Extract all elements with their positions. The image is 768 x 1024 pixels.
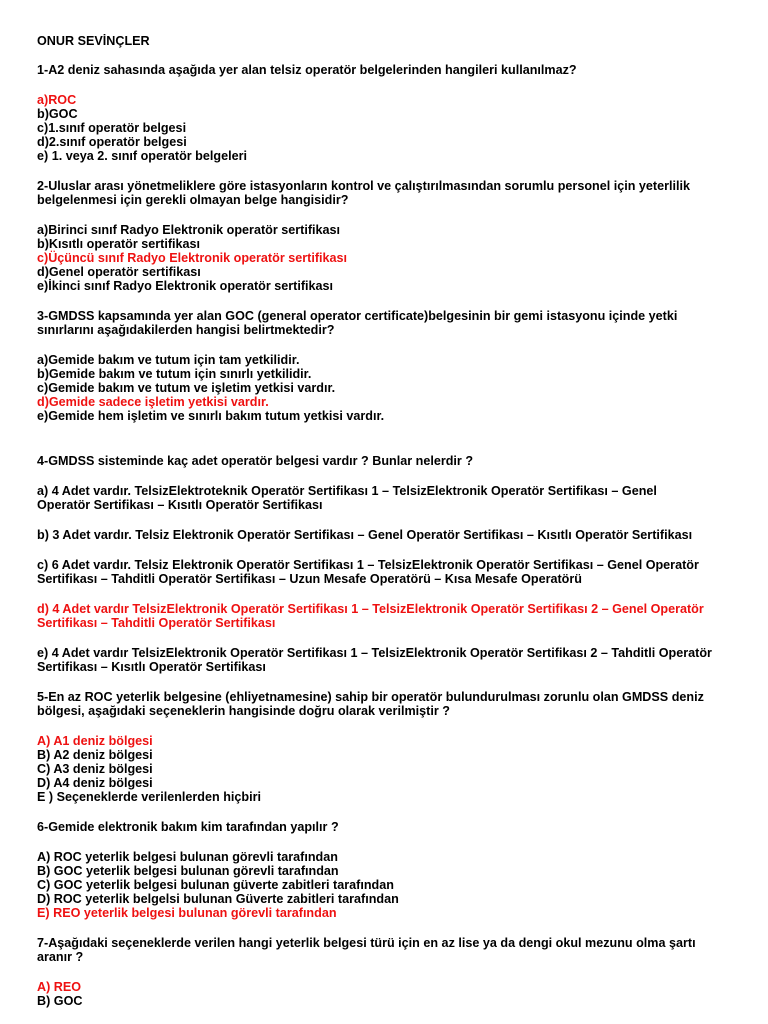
q4-option-d: d) 4 Adet vardır TelsizElektronik Operatör Sertifikası 1 – TelsizElektronik Operatör Sertifikası 2 – Genel Operatör Sertifikası – Tahditli Operatör Sertifikası bbox=[37, 602, 704, 630]
author-name: ONUR SEVİNÇLER bbox=[37, 34, 150, 48]
question-1-text: 1-A2 deniz sahasında aşağıda yer alan telsiz operatör belgelerinden hangileri kullanılmaz? bbox=[37, 63, 577, 77]
document-page bbox=[37, 34, 737, 1008]
q2-option-c: c)Üçüncü sınıf Radyo Elektronik operatör sertifikası bbox=[37, 251, 348, 265]
q5-option-b: B) A2 deniz bölgesi bbox=[37, 748, 153, 762]
q6-option-c: C) GOC yeterlik belgesi bulunan güverte zabitleri tarafından bbox=[37, 878, 394, 892]
q2-option-a: a)Birinci sınıf Radyo Elektronik operatör sertifikası bbox=[37, 223, 341, 237]
q1-option-c: c)1.sınıf operatör belgesi bbox=[37, 121, 187, 135]
q1-option-a: a)ROC bbox=[37, 93, 77, 107]
question-5-text: 5-En az ROC yeterlik belgesine (ehliyetnamesine) sahip bir operatör bulundurulması zorunlu olan GMDSS deniz bölgesi, aşağıdaki seçeneklerin hangisinde doğru olarak verilmiştir ? bbox=[37, 690, 704, 718]
q4-option-b: b) 3 Adet vardır. Telsiz Elektronik Operatör Sertifikası – Genel Operatör Sertifikası – Kısıtlı Operatör Sertifikası bbox=[37, 528, 693, 542]
question-3-text: 3-GMDSS kapsamında yer alan GOC (general operator certificate)belgesinin bir gemi istasyonu içinde yetki sınırlarını aşağıdakilerden hangisi belirtmektedir? bbox=[37, 309, 678, 337]
q1-option-d: d)2.sınıf operatör belgesi bbox=[37, 135, 187, 149]
q3-option-b: b)Gemide bakım ve tutum için sınırlı yetkilidir. bbox=[37, 367, 312, 381]
q3-option-a: a)Gemide bakım ve tutum için tam yetkilidir. bbox=[37, 353, 300, 367]
q3-option-c: c)Gemide bakım ve tutum ve işletim yetkisi vardır. bbox=[37, 381, 336, 395]
q4-option-c: c) 6 Adet vardır. Telsiz Elektronik Operatör Sertifikası 1 – TelsizElektronik Operatör Sertifikası – Genel Operatör Sertifikası – Tahditli Operatör Sertifikası – Uzun Mesafe Operatörü – Kısa Mesafe Operatörü bbox=[37, 558, 699, 586]
question-2-text: 2-Uluslar arası yönetmeliklere göre istasyonların kontrol ve çalıştırılmasından sorumlu personel için yeterlilik belgelenmesi için gerekli olmayan belge hangisidir? bbox=[37, 179, 691, 207]
q6-option-b: B) GOC yeterlik belgesi bulunan görevli tarafından bbox=[37, 864, 339, 878]
q2-option-d: d)Genel operatör sertifikası bbox=[37, 265, 201, 279]
question-4-text: 4-GMDSS sisteminde kaç adet operatör belgesi vardır ? Bunlar nelerdir ? bbox=[37, 454, 474, 468]
question-6-text: 6-Gemide elektronik bakım kim tarafından yapılır ? bbox=[37, 820, 339, 834]
q1-option-e: e) 1. veya 2. sınıf operatör belgeleri bbox=[37, 149, 247, 163]
q1-option-b: b)GOC bbox=[37, 107, 78, 121]
q5-option-e: E ) Seçeneklerde verilenlerden hiçbiri bbox=[37, 790, 261, 804]
q6-option-a: A) ROC yeterlik belgesi bulunan görevli tarafından bbox=[37, 850, 338, 864]
q5-option-c: C) A3 deniz bölgesi bbox=[37, 762, 153, 776]
q2-option-e: e)İkinci sınıf Radyo Elektronik operatör sertifikası bbox=[37, 279, 334, 293]
q7-option-a: A) REO bbox=[37, 980, 82, 994]
q5-option-a: A) A1 deniz bölgesi bbox=[37, 734, 153, 748]
question-7-text: 7-Aşağıdaki seçeneklerde verilen hangi yeterlik belgesi türü için en az lise ya da dengi okul mezunu olma şartı aranır ? bbox=[37, 936, 696, 964]
q4-option-a: a) 4 Adet vardır. TelsizElektroteknik Operatör Sertifikası 1 – TelsizElektronik Operatör Sertifikası – Genel Operatör Sertifikası – Kısıtlı Operatör Sertifikası bbox=[37, 484, 657, 512]
q2-option-b: b)Kısıtlı operatör sertifikası bbox=[37, 237, 201, 251]
q3-option-d: d)Gemide sadece işletim yetkisi vardır. bbox=[37, 395, 269, 409]
q6-option-d: D) ROC yeterlik belgelsi bulunan Güverte zabitleri tarafından bbox=[37, 892, 399, 906]
q6-option-e: E) REO yeterlik belgesi bulunan görevli tarafından bbox=[37, 906, 337, 920]
q5-option-d: D) A4 deniz bölgesi bbox=[37, 776, 153, 790]
q7-option-b: B) GOC bbox=[37, 994, 83, 1008]
q4-option-e: e) 4 Adet vardır TelsizElektronik Operatör Sertifikası 1 – TelsizElektronik Operatör Sertifikası 2 – Tahditli Operatör Sertifikası – Kısıtlı Operatör Sertifikası bbox=[37, 646, 712, 674]
q3-option-e: e)Gemide hem işletim ve sınırlı bakım tutum yetkisi vardır. bbox=[37, 409, 385, 423]
